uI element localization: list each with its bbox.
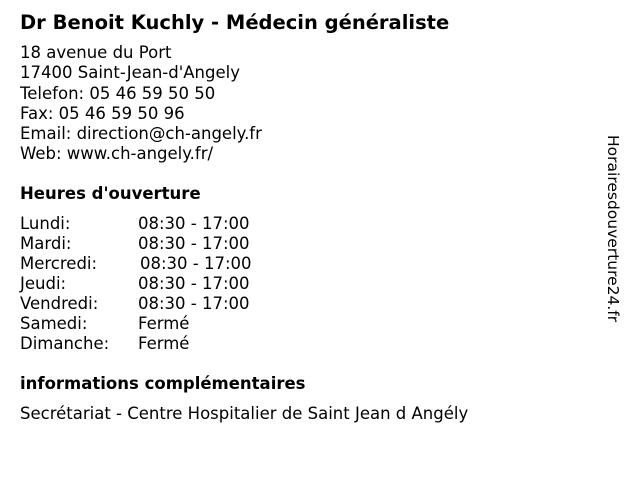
day-label: Vendredi: <box>20 294 99 313</box>
contact-block <box>20 43 262 165</box>
email-address: Email: direction@ch-angely.fr <box>20 124 262 144</box>
fax-number: Fax: 05 46 59 50 96 <box>20 103 185 123</box>
day-label: Mercredi: <box>20 254 98 273</box>
day-hours: 08:30 - 17:00 <box>138 234 250 253</box>
city-address: 17400 Saint-Jean-d'Angely <box>20 63 240 83</box>
street-address: 18 avenue du Port <box>20 43 172 62</box>
day-label: Lundi: <box>20 214 71 233</box>
site-watermark: Horairesdouverture24.fr <box>604 135 622 323</box>
phone-number: Telefon: 05 46 59 50 50 <box>20 83 216 103</box>
day-label: Jeudi: <box>20 274 67 293</box>
day-hours: 08:30 - 17:00 <box>138 294 250 313</box>
info-text: Secrétariat - Centre Hospitalier de Saint Jean d Angély <box>20 404 469 423</box>
day-label: Dimanche: <box>20 334 110 353</box>
website: Web: www.ch-angely.fr/ <box>20 144 214 164</box>
day-hours: 08:30 - 17:00 <box>140 254 252 273</box>
info-heading: informations complémentaires <box>20 374 306 393</box>
hours-heading: Heures d'ouverture <box>20 184 201 203</box>
page-title: Dr Benoit Kuchly - Médecin généraliste <box>20 11 450 34</box>
day-label: Samedi: <box>20 314 88 333</box>
day-hours: Fermé <box>138 334 190 353</box>
day-hours: 08:30 - 17:00 <box>138 214 250 233</box>
day-hours: Fermé <box>138 314 190 333</box>
day-label: Mardi: <box>20 234 72 253</box>
day-hours: 08:30 - 17:00 <box>138 274 250 293</box>
